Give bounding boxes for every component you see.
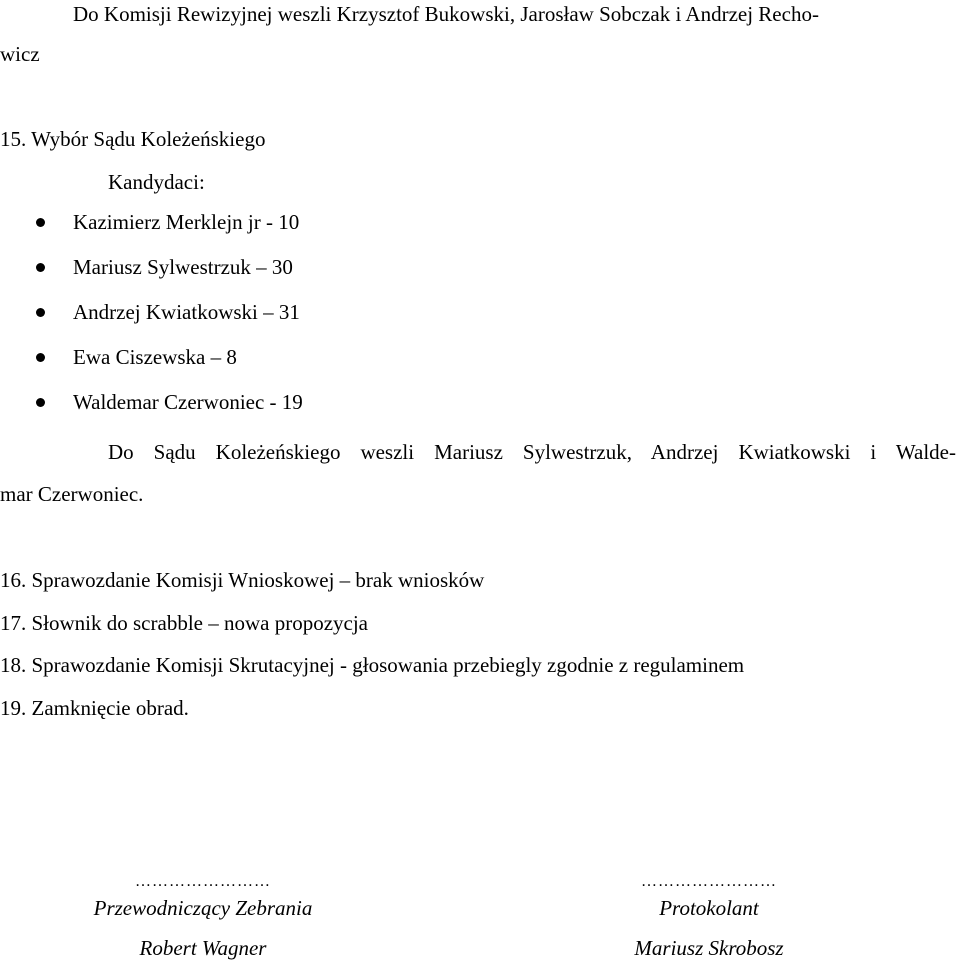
candidate-text: Mariusz Sylwestrzuk – 30 <box>73 255 293 279</box>
item-15-heading: 15. Wybór Sądu Koleżeńskiego <box>0 127 266 151</box>
chairman-name: Robert Wagner <box>139 936 267 960</box>
court-result-line-2: mar Czerwoniec. <box>0 482 144 506</box>
recorder-name: Mariusz Skrobosz <box>634 936 784 960</box>
bullet-icon <box>36 353 45 362</box>
candidates-label: Kandydaci: <box>108 170 205 194</box>
candidate-text: Andrzej Kwiatkowski – 31 <box>73 300 300 324</box>
bullet-icon <box>36 308 45 317</box>
candidate-text: Waldemar Czerwoniec - 19 <box>73 390 303 414</box>
court-result-line-1: Do Sądu Koleżeńskiego weszli Mariusz Sylwestrzuk, Andrzej Kwiatkowski i Walde- <box>108 440 956 464</box>
candidate-text: Kazimierz Merklejn jr - 10 <box>73 210 300 234</box>
revision-committee-line-1: Do Komisji Rewizyjnej weszli Krzysztof Bukowski, Jarosław Sobczak i Andrzej Recho- <box>73 2 819 26</box>
bullet-icon <box>36 218 45 227</box>
agenda-item-17: 17. Słownik do scrabble – nowa propozycja <box>0 611 369 635</box>
chairman-role: Przewodniczący Zebrania <box>93 896 313 920</box>
revision-committee-line-2: wicz <box>0 42 40 66</box>
agenda-item-18: 18. Sprawozdanie Komisji Skrutacyjnej - głosowania przebiegly zgodnie z regulaminem <box>0 653 745 677</box>
bullet-icon <box>36 263 45 272</box>
agenda-item-19: 19. Zamknięcie obrad. <box>0 696 189 720</box>
bullet-icon <box>36 398 45 407</box>
agenda-item-16: 16. Sprawozdanie Komisji Wnioskowej – brak wniosków <box>0 568 485 592</box>
signature-line-right: …………………… <box>641 873 777 890</box>
recorder-role: Protokolant <box>659 896 759 920</box>
candidate-text: Ewa Ciszewska – 8 <box>73 345 237 369</box>
signature-line-left: …………………… <box>135 873 271 890</box>
